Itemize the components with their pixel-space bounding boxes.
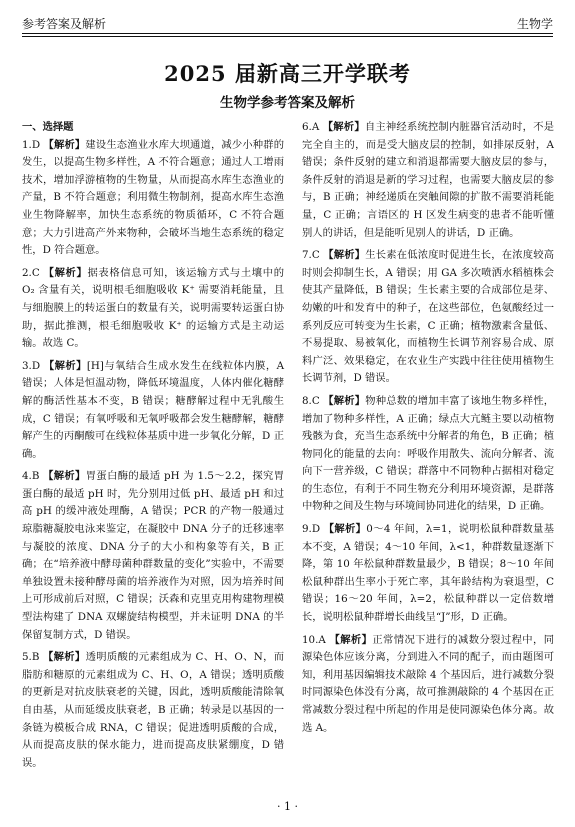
analysis-tag: 【解析】	[43, 138, 86, 151]
analysis-text: 建设生态渔业水库大坝通道，减少小种群的发生，以提高生物多样性，A 不符合题意；通过人工增雨技术，增加浮游植物的生物量，从而提高水库生态渔业的产量，B 不符合题意；利用微生物制剂，提高水库生态渔业生物降解率，加快生态系统的物质循环，C 不符合题意；大力引进高产外来物种，会破坏当地生态系统的稳定性，D 符合题意。	[22, 138, 285, 257]
answer-number: 4.B	[22, 470, 40, 483]
page-number: · 1 ·	[277, 800, 298, 813]
analysis-tag: 【解析】	[322, 121, 365, 133]
answer-item	[22, 137, 284, 260]
header-subject-label: 生物学	[516, 17, 553, 31]
answer-item	[302, 247, 554, 388]
analysis-tag: 【解析】	[323, 249, 366, 262]
analysis-tag: 【解析】	[43, 359, 87, 372]
answer-number: 7.C	[302, 249, 320, 262]
answer-number: 8.C	[302, 394, 320, 407]
analysis-text: 据表格信息可知，该运输方式与土壤中的 O₂ 含量有关，说明根毛细胞吸收 K⁺ 需要消耗能量，且与细胞膜上的转运蛋白的数量有关，说明需要转运蛋白协助，据此推测，根毛细胞吸收 K⁺ 的运输方式是主动运输。故选 C。	[22, 266, 285, 350]
analysis-tag: 【解析】	[323, 523, 367, 536]
analysis-text: 胃蛋白酶的最适 pH 为 1.5～2.2，探究胃蛋白酶的最适 pH 时，先分别用过低 pH、最适 pH 和过高 pH 的缓冲液处理酶，A 错误；PCR 的产物一般通过琼脂糖凝胶电泳来鉴定，在凝胶中 DNA 分子的迁移速率与凝胶的浓度、DNA 分子的大小和构象等有关，B 正确；在“培养液中酵母菌种群数量的变化”实验中，不需要单独设置未接种酵母菌的培养液作为对照，因为培养时间上可形成前后对照，C 错误；沃森和克里克用构建物理模型法构建了 DNA 双螺旋结构模型，并未证明 DNA 的半保留复制方式，D 错误。	[22, 470, 285, 641]
answer-number: 3.D	[22, 359, 41, 372]
answer-item	[302, 119, 554, 242]
answer-item	[22, 265, 284, 353]
answer-item	[302, 393, 554, 516]
answer-number: 1.D	[22, 138, 41, 151]
left-answer-list	[22, 137, 284, 773]
analysis-text: 物种总数的增加丰富了该地生物多样性，增加了物种多样性，A 正确；绿点大亢鲢主要以动植物残骸为食，充当生态系统中分解者的角色，B 正确；植物同化的能量的去向：呼吸作用散失、流向分解者、流向下一营养级，C 错误；群落中不同物种占据相对稳定的生态位，有利于不同生物充分利用环境资源，是群落中物种之间及生物与环境间协同进化的结果，D 正确。	[302, 394, 555, 513]
answer-number: 9.D	[302, 523, 321, 536]
answer-number: 10.A	[302, 633, 326, 646]
analysis-text: [H]与氧结合生成水发生在线粒体内膜，A 错误；人体是恒温动物，降低环境温度，人体内催化糖酵解的酶活性基本不变，B 错误；糖酵解过程中无乳酸生成，C 错误；有氧呼吸和无氧呼吸都会发生糖酵解，糖酵解产生的丙酮酸可在线粒体基质中进一步氧化分解，D 正确。	[22, 359, 285, 460]
analysis-text: 自主神经系统控制内脏器官活动时，不是完全自主的，而是受大脑皮层的控制，如排尿反射，A 错误；条件反射的建立和消退都需要大脑皮层的参与，条件反射的消退是新的学习过程，也需要大脑皮层的参与，B 正确；神经递质在突触间隙的扩散不需要消耗能量，C 正确；言语区的 H 区发生病变的患者不能听懂别人的讲话，但是能听见别人的讲话，D 正确。	[302, 121, 555, 239]
answer-number: 2.C	[22, 266, 40, 279]
answer-item	[22, 468, 284, 644]
analysis-text: 透明质酸的元素组成为 C、H、O、N，而脂肪和糖原的元素组成为 C、H、O，A 错误；透明质酸的更新是对抗皮肤衰老的关键，因此，透明质酸能清除氧自由基，从而延缓皮肤衰老，B 正确；转录是以基因的一条链为模板合成 RNA，C 错误；促进透明质酸的合成，从而提高皮肤的保水能力，进而提高皮肤紧绷度，D 错误。	[22, 651, 285, 769]
header-rule-thick	[22, 33, 553, 34]
document-title: 2025 届新高三开学联考	[164, 61, 411, 86]
page-header	[22, 11, 553, 33]
answer-number: 6.A	[302, 121, 320, 133]
answer-item	[22, 649, 284, 772]
analysis-tag: 【解析】	[329, 633, 373, 646]
analysis-text: 生长素在低浓度时促进生长，在浓度较高时则会抑制生长，A 错误；用 GA 多次喷洒水稻植株会使其产量降低，B 错误；生长素主要的合成部位是芽、幼嫩的叶和发育中的种子，在这些部位，色氨酸经过一系列反应可转变为生长素，C 正确；植物激素含量低、不易提取、易被氧化，而植物生长调节剂容易合成、原料广泛、效果稳定，在农业生产实践中往往使用植物生长调节剂，D 错误。	[302, 249, 555, 385]
analysis-tag: 【解析】	[323, 394, 366, 407]
answer-number: 5.B	[22, 651, 40, 664]
right-answer-list	[302, 119, 554, 737]
header-left-label: 参考答案及解析	[22, 17, 107, 31]
left-column	[22, 119, 284, 777]
right-column	[302, 119, 554, 742]
answer-item	[22, 358, 284, 464]
header-rule-thin	[22, 36, 553, 37]
document-subtitle: 生物学参考答案及解析	[220, 95, 355, 111]
answer-item	[302, 521, 554, 627]
analysis-tag: 【解析】	[43, 470, 86, 483]
analysis-text: 正常情况下进行的减数分裂过程中，同源染色体应该分离，分到进入不同的配子，而由题图可知，利用基因编辑技术敲除 4 个基因后，进行减数分裂时同源染色体没有分离，故可推测敲除的 4 个基因在正常减数分裂过程中所起的作用是使同源染色体分离。故选 A。	[302, 633, 554, 734]
analysis-text: 0～4 年间，λ=1，说明松鼠种群数量基本不变，A 错误；4～10 年间，λ<1，种群数量逐渐下降，第 10 年松鼠种群数量最少，B 错误；8～10 年间松鼠种群出生率小于死亡率，其年龄结构为衰退型，C 错误；16～20 年间，λ=2，松鼠种群以一定倍数增长，说明松鼠种群增长曲线呈“J”形，D 正确。	[302, 523, 554, 624]
analysis-tag: 【解析】	[43, 651, 86, 664]
analysis-tag: 【解析】	[43, 266, 88, 279]
section-heading: 一、选择题	[22, 121, 74, 133]
answer-item	[302, 632, 554, 738]
